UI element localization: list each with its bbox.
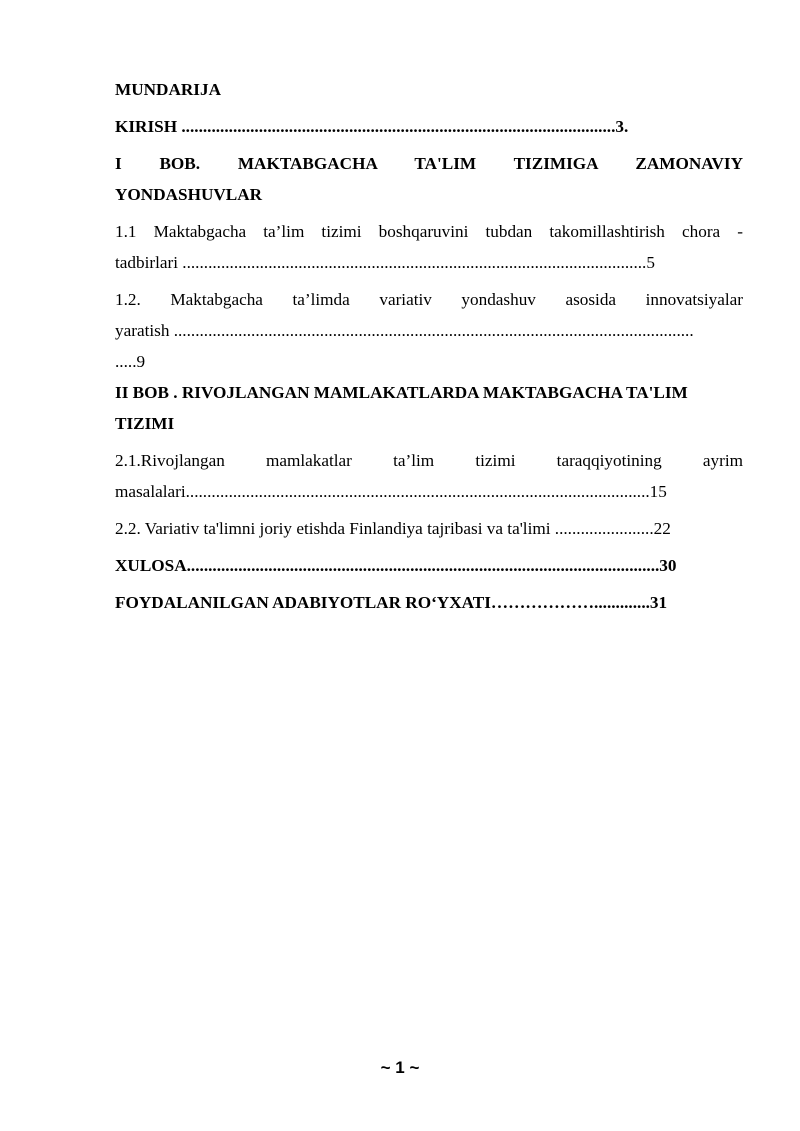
table-of-contents [115,74,743,618]
toc-section-1-1-line-2: tadbirlari ............................................................................................................5 [115,253,655,272]
toc-chapter-2-line-2: TIZIMI [115,414,175,433]
toc-entry-kirish: KIRISH .....................................................................................................3. [115,117,629,136]
toc-section-1-2-line-2: yaratish ......................................................................................................................... [115,321,694,340]
toc-section-2-2: 2.2. Variativ ta'limni joriy etishda Finlandiya tajribasi va ta'limi .......................22 [115,519,671,538]
toc-entry-foydalanilgan: FOYDALANILGAN ADABIYOTLAR RO‘YXATI……………….............31 [115,593,668,612]
toc-section-2-1-line-2: masalalari............................................................................................................15 [115,482,667,501]
page-number: ~ 1 ~ [380,1058,420,1077]
toc-chapter-2-line-1: II BOB . RIVOJLANGAN MAMLAKATLARDA MAKTABGACHA TA'LIM [115,383,688,402]
toc-section-2-1-line-1: 2.1.Rivojlangan mamlakatlar ta’lim tizimi taraqqiyotining ayrim [115,451,743,470]
toc-section-1-1-line-1: 1.1 Maktabgacha ta’lim tizimi boshqaruvini tubdan takomillashtirish chora - [115,222,743,241]
toc-chapter-1-line-1: I BOB. MAKTABGACHA TA'LIM TIZIMIGA ZAMONAVIY [115,154,743,173]
toc-title: MUNDARIJA [115,80,221,99]
toc-section-1-2-line-3: .....9 [115,352,146,371]
toc-chapter-1-line-2: YONDASHUVLAR [115,185,263,204]
toc-section-1-2-line-1: 1.2. Maktabgacha ta’limda variativ yondashuv asosida innovatsiyalar [115,290,743,309]
toc-entry-xulosa: XULOSA..............................................................................................................30 [115,556,677,575]
